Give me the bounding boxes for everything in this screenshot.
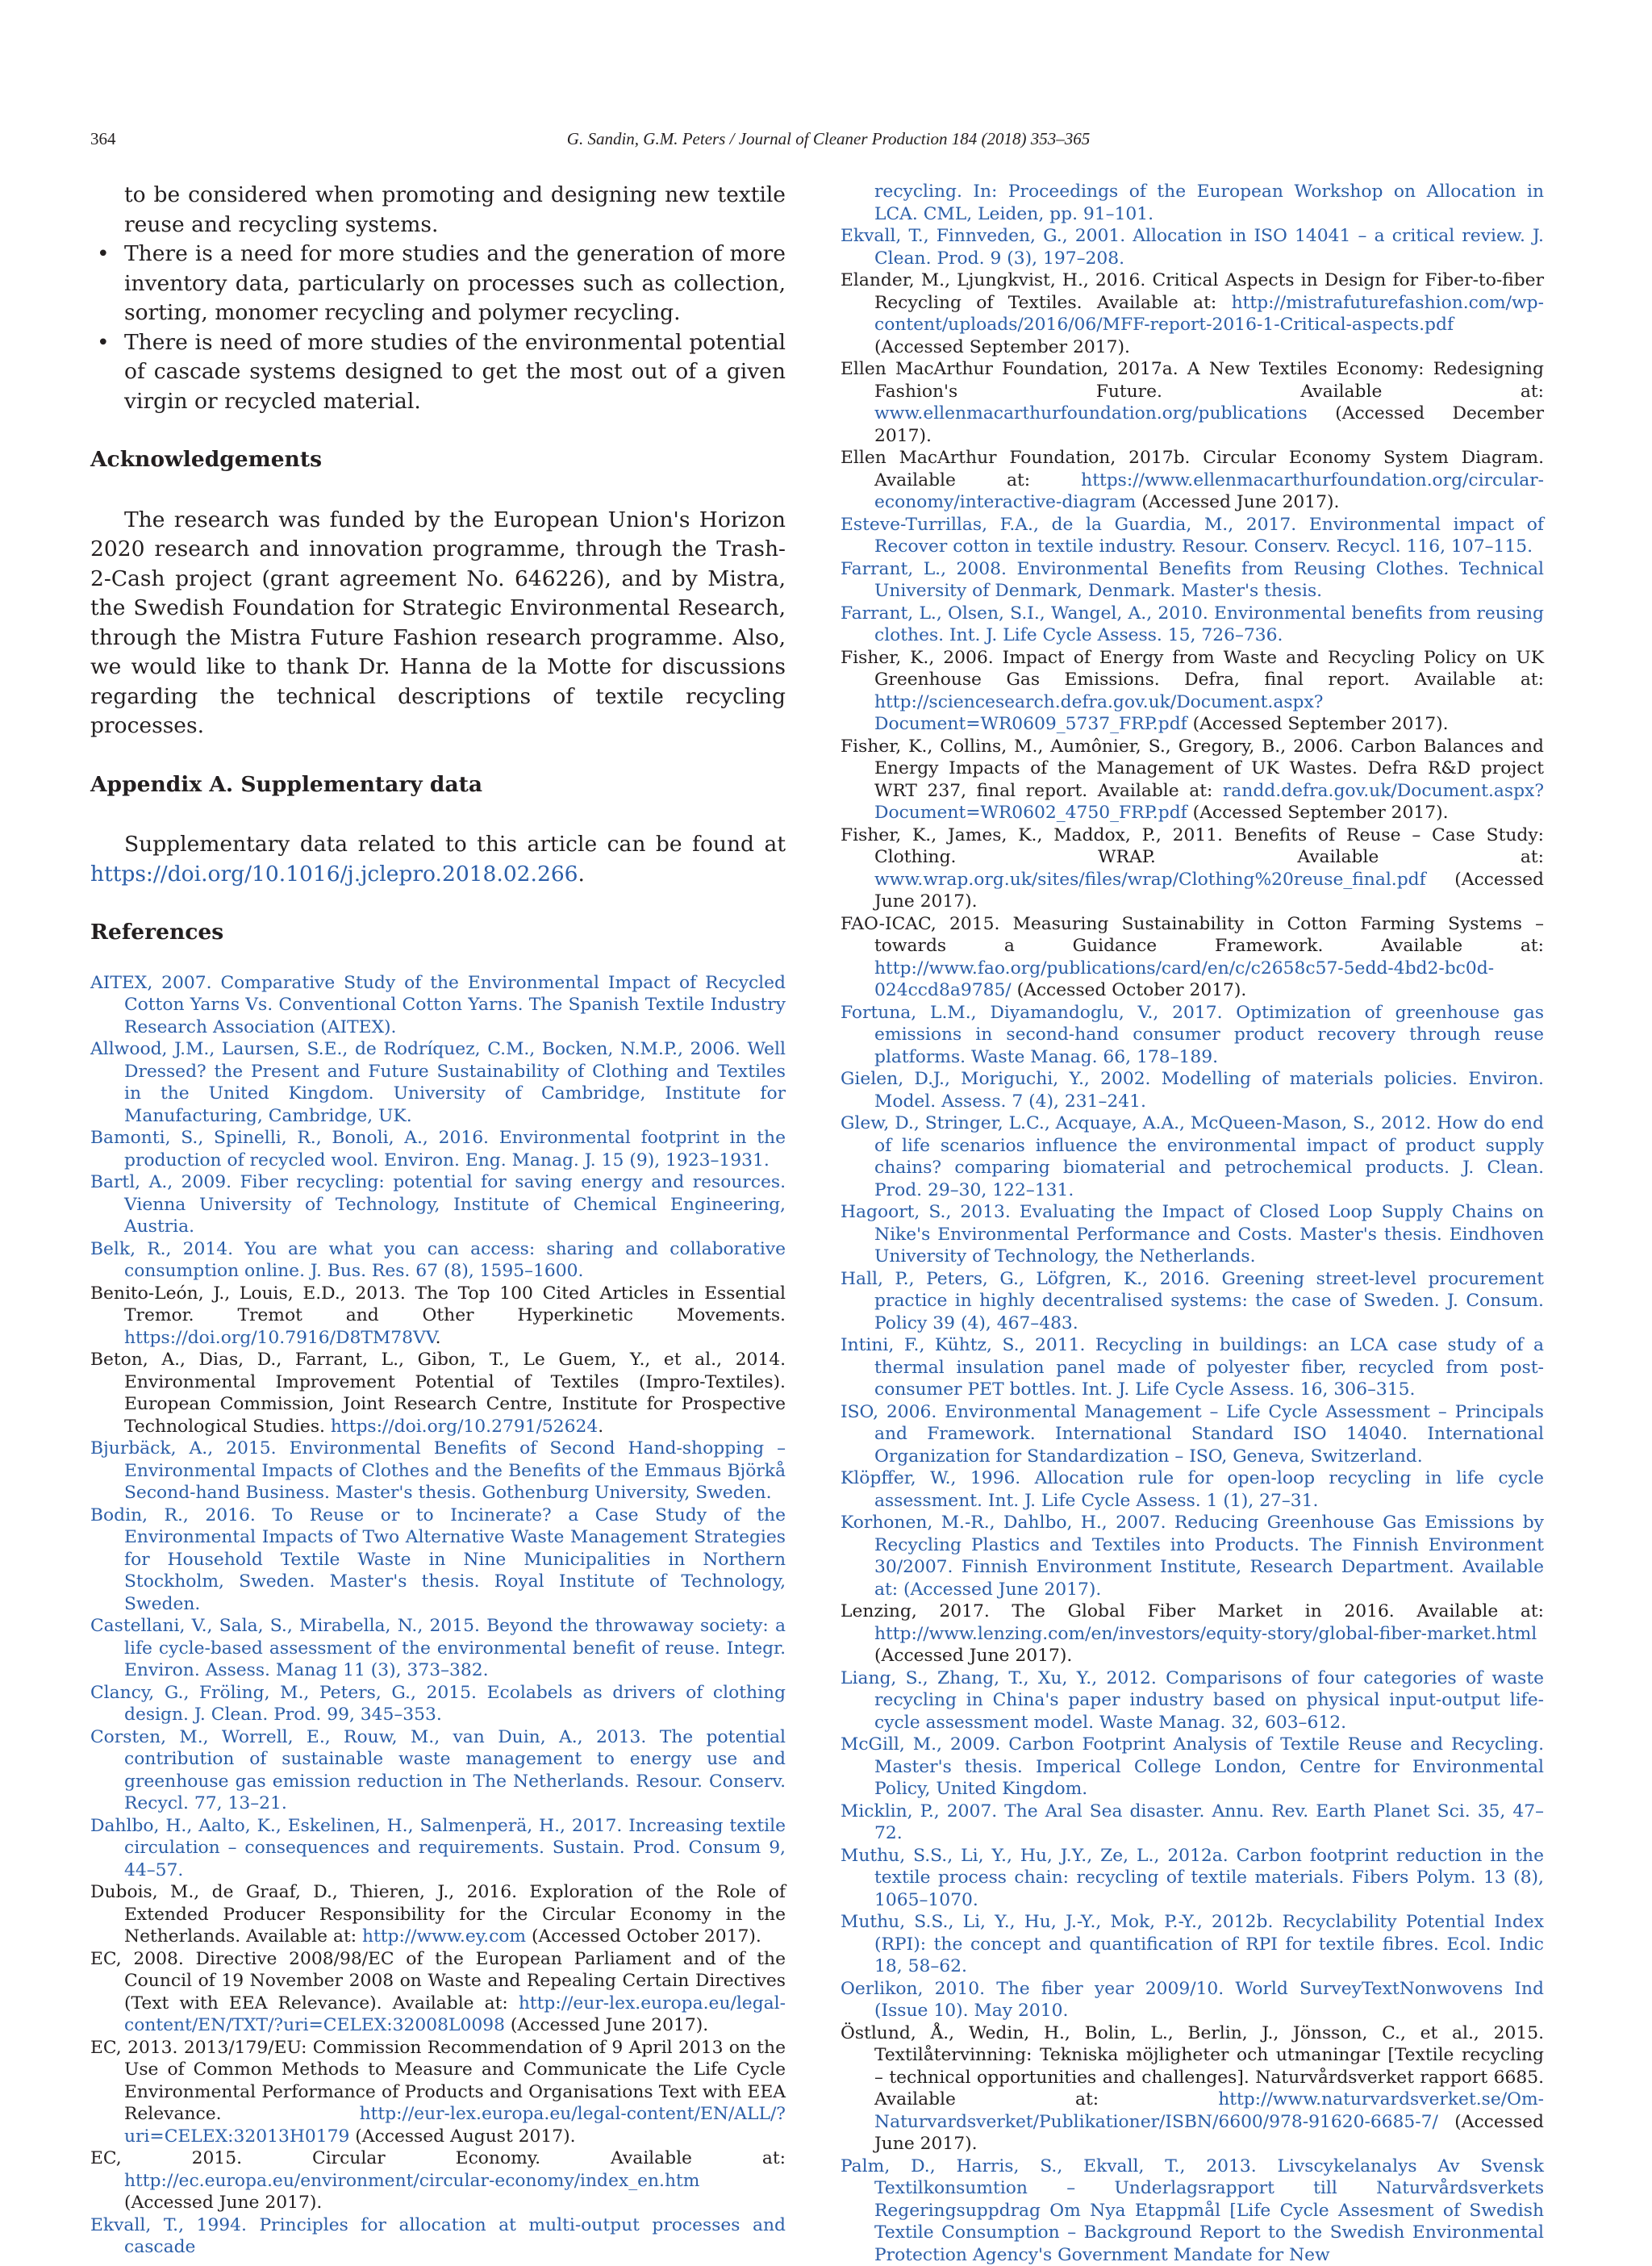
reference-text[interactable]: Bodin, R., 2016. To Reuse or to Incinerate? a Case Study of the Environmental Impacts of Two Alternative Waste Management Strategies for Household Textile Waste in Nine Municipalities in Northern Stockholm, Sweden. Master's thesis. Royal Institute of Technology, Sweden. — [90, 1505, 786, 1614]
reference-text[interactable]: Bjurbäck, A., 2015. Environmental Benefits of Second Hand-shopping – Environmental Impacts of Clothes and the Benefits of the Emmaus Björkå Second-hand Business. Master's thesis. Gothenburg University, Sweden. — [90, 1438, 786, 1503]
reference-text: Östlund, Å., Wedin, H., Bolin, L., Berlin, J., Jönsson, C., et al., 2015. Textilåtervinning: Tekniska möjligheter och utmaningar [Textile recycling – technical opportunities and challenges]. Naturvårdsverket rapport 6685. Available at: — [841, 2023, 1544, 2110]
reference-tail: (Accessed August 2017). — [349, 2126, 575, 2147]
reference-text[interactable]: Allwood, J.M., Laursen, S.E., de Rodríquez, C.M., Bocken, N.M.P., 2006. Well Dressed? the Present and Future Sustainability of Clothing and Textiles in the United Kingdom. University of Cambridge, Institute for Manufacturing, Cambridge, UK. — [90, 1039, 786, 1126]
references-list-left — [90, 972, 786, 2259]
bullet-continuation: to be considered when promoting and designing new textile reuse and recycling systems. — [90, 181, 786, 240]
reference-url-link[interactable]: www.ellenmacarthurfoundation.org/publications — [874, 403, 1308, 424]
reference-tail: (Accessed September 2017). — [1187, 803, 1449, 823]
reference-text[interactable]: Liang, S., Zhang, T., Xu, Y., 2012. Comparisons of four categories of waste recycling in China's paper industry based on physical input-output life-cycle assessment model. Waste Manag. 32, 603–612. — [841, 1668, 1544, 1733]
reference-item[interactable] — [841, 514, 1544, 558]
reference-text: Benito-León, J., Louis, E.D., 2013. The Top 100 Cited Articles in Essential Tremor. Tremot and Other Hyperkinetic Movements. — [90, 1283, 786, 1326]
reference-text[interactable]: Oerlikon, 2010. The fiber year 2009/10. World SurveyTextNonwovens Ind (Issue 10). May 2010. — [841, 1979, 1544, 2022]
reference-tail: (Accessed June 2017). — [874, 870, 1544, 912]
reference-tail: (Accessed June 2017). — [874, 1646, 1072, 1666]
page-number: 364 — [90, 129, 116, 149]
reference-text[interactable]: Castellani, V., Sala, S., Mirabella, N., 2015. Beyond the throwaway society: a life cycle-based assessment of the environmental benefit of reuse. Integr. Environ. Assess. Manag 11 (3), 373–382. — [90, 1616, 786, 1680]
reference-item[interactable] — [841, 1401, 1544, 1468]
reference-item[interactable] — [90, 1127, 786, 1171]
reference-item — [90, 1349, 786, 1438]
reference-item — [90, 2147, 786, 2214]
reference-url-link[interactable]: https://doi.org/10.7916/D8TM78VV — [124, 1328, 436, 1348]
supplementary-doi-link[interactable]: https://doi.org/10.1016/j.jclepro.2018.02.266 — [90, 862, 578, 887]
bullet-text: There is a need for more studies and the generation of more inventory data, particularly on processes such as collection, sorting, monomer recycling and polymer recycling. — [124, 241, 786, 325]
left-column — [90, 181, 786, 2259]
reference-text[interactable]: Palm, D., Harris, S., Ekvall, T., 2013. Livscykelanalys Av Svensk Textilkonsumtion – Underlagsrapport till Naturvårdsverkets Regeringsuppdrag Om Nya Etappmål [Life Cycle Assesment of Swedish Textile Consumption – Background Report to the Swedish Environmental Protection Agency's Government Mandate for New — [841, 2156, 1544, 2265]
reference-text: Dubois, M., de Graaf, D., Thieren, J., 2016. Exploration of the Role of Extended Producer Responsibility for the Circular Economy in the Netherlands. Available at: — [90, 1882, 786, 1947]
reference-tail: (Accessed September 2017). — [874, 337, 1130, 357]
reference-text[interactable]: Esteve-Turrillas, F.A., de la Guardia, M., 2017. Environmental impact of Recover cotton in textile industry. Resour. Conserv. Recycl. 116, 107–115. — [841, 515, 1544, 557]
reference-item[interactable] — [841, 1911, 1544, 1978]
reference-item[interactable] — [90, 2214, 786, 2259]
reference-text: Fisher, K., Collins, M., Aumônier, S., Gregory, B., 2006. Carbon Balances and Energy Impacts of the Management of UK Wastes. Defra R&D project WRT 237, final report. Available at: — [841, 737, 1544, 801]
reference-item[interactable] — [841, 558, 1544, 603]
reference-text[interactable]: Hall, P., Peters, G., Löfgren, K., 2016. Greening street-level procurement practice in highly decentralised systems: the case of Sweden. J. Consum. Policy 39 (4), 467–483. — [841, 1269, 1544, 1333]
reference-url-link[interactable]: http://ec.europa.eu/environment/circular-economy/index_en.htm — [124, 2171, 699, 2191]
reference-item[interactable] — [841, 1334, 1544, 1401]
reference-text[interactable]: Belk, R., 2014. You are what you can access: sharing and collaborative consumption online. J. Bus. Res. 67 (8), 1595–1600. — [90, 1239, 786, 1282]
reference-item[interactable] — [841, 1201, 1544, 1268]
reference-item — [90, 1283, 786, 1350]
bullet-text: There is need of more studies of the environmental potential of cascade systems designed to get the most out of a given virgin or recycled material. — [124, 330, 786, 414]
reference-text: Beton, A., Dias, D., Farrant, L., Gibon, T., Le Guem, Y., et al., 2014. Environmental Improvement Potential of Textiles (Impro-Textiles). European Commission, Joint Research Centre, Institute for Prospective Technological Studies. — [90, 1350, 786, 1437]
reference-item[interactable] — [90, 1238, 786, 1283]
reference-tail: (Accessed October 2017). — [1012, 980, 1247, 1000]
reference-text: EC, 2008. Directive 2008/98/EC of the European Parliament and of the Council of 19 November 2008 on Waste and Repealing Certain Directives (Text with EEA Relevance). Available at: — [90, 1949, 786, 2014]
reference-item — [841, 1600, 1544, 1667]
reference-url-link[interactable]: https://www.ellenmacarthurfoundation.org/circular-economy/interactive-diagram — [874, 470, 1544, 513]
reference-text[interactable]: Muthu, S.S., Li, Y., Hu, J.Y., Ze, L., 2012a. Carbon footprint reduction in the textile process chain: recycling of textile materials. Fibers Polym. 13 (8), 1065–1070. — [841, 1846, 1544, 1910]
references-list-right — [841, 181, 1544, 2266]
reference-text[interactable]: McGill, M., 2009. Carbon Footprint Analysis of Textile Reuse and Recycling. Master's thesis. Imperical College London, Centre for Environmental Policy, United Kingdom. — [841, 1734, 1544, 1799]
bullet-item — [90, 240, 786, 328]
references-heading: References — [90, 918, 786, 948]
reference-url-link[interactable]: http://www.fao.org/publications/card/en/c/c2658c57-5edd-4bd2-bc0d-024ccd8a9785/ — [874, 958, 1494, 1001]
reference-text[interactable]: Farrant, L., 2008. Environmental Benefits from Reusing Clothes. Technical University of Denmark, Denmark. Master's thesis. — [841, 559, 1544, 602]
reference-tail: (Accessed June 2017). — [505, 2015, 708, 2035]
right-column — [841, 181, 1544, 2266]
reference-item[interactable] — [90, 1038, 786, 1127]
reference-url-link[interactable]: http://eur-lex.europa.eu/legal-content/EN/ALL/?uri=CELEX:32013H0179 — [124, 2104, 786, 2147]
reference-item[interactable] — [841, 1112, 1544, 1201]
reference-text[interactable]: Ekvall, T., Finnveden, G., 2001. Allocation in ISO 14041 – a critical review. J. Clean. Prod. 9 (3), 197–208. — [841, 226, 1544, 269]
reference-text: Ellen MacArthur Foundation, 2017a. A New Textiles Economy: Redesigning Fashion's Future. Available at: — [841, 359, 1544, 402]
bullet-icon: • — [97, 328, 110, 358]
reference-text[interactable]: Farrant, L., Olsen, S.I., Wangel, A., 2010. Environmental benefits from reusing clothes. Int. J. Life Cycle Assess. 15, 726–736. — [841, 603, 1544, 646]
reference-text[interactable]: Intini, F., Kühtz, S., 2011. Recycling in buildings: an LCA case study of a thermal insulation panel made of polyester fiber, recycled from post-consumer PET bottles. Int. J. Life Cycle Assess. 16, 306–315. — [841, 1335, 1544, 1400]
reference-item[interactable] — [841, 1002, 1544, 1069]
reference-text[interactable]: Bamonti, S., Spinelli, R., Bonoli, A., 2016. Environmental footprint in the production of recycled wool. Environ. Eng. Manag. J. 15 (9), 1923–1931. — [90, 1128, 786, 1171]
reference-tail: (Accessed December 2017). — [874, 403, 1544, 446]
reference-text: Fisher, K., James, K., Maddox, P., 2011. Benefits of Reuse – Case Study: Clothing. WRAP. Available at: — [841, 825, 1544, 868]
reference-text[interactable]: Ekvall, T., 1994. Principles for allocation at multi-output processes and cascade — [90, 2215, 786, 2258]
reference-item[interactable] — [841, 1068, 1544, 1112]
reference-text[interactable]: Dahlbo, H., Aalto, K., Eskelinen, H., Salmenperä, H., 2017. Increasing textile circulation – consequences and requirements. Sustain. Prod. Consum 9, 44–57. — [90, 1816, 786, 1880]
reference-item — [90, 1948, 786, 2037]
reference-text: Ellen MacArthur Foundation, 2017b. Circular Economy System Diagram. Available at: — [841, 448, 1544, 490]
reference-text[interactable]: Klöpffer, W., 1996. Allocation rule for open-loop recycling in life cycle assessment. Int. J. Life Cycle Assess. 1 (1), 27–31. — [841, 1468, 1544, 1511]
reference-url-link[interactable]: www.wrap.org.uk/sites/files/wrap/Clothing%20reuse_final.pdf — [874, 870, 1426, 890]
reference-url-link[interactable]: https://doi.org/10.2791/52624 — [331, 1417, 598, 1437]
reference-item[interactable] — [90, 1171, 786, 1238]
reference-item[interactable] — [90, 1726, 786, 1815]
reference-tail: . — [598, 1417, 603, 1437]
reference-url-link[interactable]: http://www.naturvardsverket.se/Om-Naturvardsverket/Publikationer/ISBN/6600/978-91620-6685-7/ — [874, 2089, 1544, 2132]
reference-tail: (Accessed June 2017). — [124, 2193, 322, 2213]
reference-text[interactable]: AITEX, 2007. Comparative Study of the Environmental Impact of Recycled Cotton Yarns Vs. Conventional Cotton Yarns. The Spanish Textile Industry Research Association (AITEX). — [90, 973, 786, 1037]
appendix-text — [90, 830, 786, 889]
reference-text[interactable]: Micklin, P., 2007. The Aral Sea disaster. Annu. Rev. Earth Planet Sci. 35, 47–72. — [841, 1801, 1544, 1844]
reference-item[interactable] — [90, 1815, 786, 1882]
bullet-icon: • — [97, 240, 110, 269]
reference-url-link[interactable]: http://www.ey.com — [362, 1926, 526, 1947]
reference-item[interactable] — [841, 2155, 1544, 2266]
reference-item[interactable] — [841, 1978, 1544, 2022]
reference-text[interactable]: Muthu, S.S., Li, Y., Hu, J.-Y., Mok, P.-Y., 2012b. Recyclability Potential Index (RPI): the concept and quantification of RPI for textile fibres. Ecol. Indic 18, 58–62. — [841, 1912, 1544, 1976]
reference-tail: . — [436, 1328, 441, 1348]
reference-text: Fisher, K., 2006. Impact of Energy from Waste and Recycling Policy on UK Greenhouse Gas Emissions. Defra, final report. Available at: — [841, 648, 1544, 691]
reference-item[interactable] — [90, 1615, 786, 1682]
reference-item[interactable] — [90, 1504, 786, 1616]
reference-text[interactable]: Corsten, M., Worrell, E., Rouw, M., van Duin, A., 2013. The potential contribution of sustainable waste management to energy use and greenhouse gas emission reduction in The Netherlands. Resour. Conserv. Recycl. 77, 13–21. — [90, 1727, 786, 1814]
reference-url-link[interactable]: randd.defra.gov.uk/Document.aspx?Document=WR0602_4750_FRP.pdf — [874, 781, 1544, 824]
reference-item — [841, 269, 1544, 358]
reference-item[interactable] — [841, 1467, 1544, 1512]
reference-item — [841, 647, 1544, 736]
appendix-period: . — [578, 862, 585, 887]
reference-item[interactable] — [841, 1667, 1544, 1734]
reference-item[interactable] — [841, 1268, 1544, 1335]
reference-text[interactable]: Hagoort, S., 2013. Evaluating the Impact of Closed Loop Supply Chains on Nike's Environmental Performance and Costs. Master's thesis. Eindhoven University of Technology, the Netherlands. — [841, 1202, 1544, 1267]
bullet-item — [90, 328, 786, 417]
reference-tail: (Accessed September 2017). — [1187, 714, 1449, 734]
reference-tail: (Accessed June 2017). — [874, 2112, 1544, 2155]
page-header — [90, 129, 1566, 161]
reference-item — [841, 447, 1544, 514]
reference-text: Lenzing, 2017. The Global Fiber Market in 2016. Available at: — [841, 1601, 1544, 1621]
reference-text: Elander, M., Ljungkvist, H., 2016. Critical Aspects in Design for Fiber-to-fiber Recycling of Textiles. Available at: — [841, 270, 1544, 313]
reference-text[interactable]: ISO, 2006. Environmental Management – Life Cycle Assessment – Principals and Framework. International Standard ISO 14040. International Organization for Standardization – ISO, Geneva, Switzerland. — [841, 1402, 1544, 1467]
reference-item — [841, 824, 1544, 913]
reference-url-link[interactable]: http://www.lenzing.com/en/investors/equity-story/global-fiber-market.html — [874, 1624, 1537, 1644]
reference-text[interactable]: recycling. In: Proceedings of the European Workshop on Allocation in LCA. CML, Leiden, pp. 91–101. — [874, 182, 1544, 224]
reference-url-link[interactable]: http://sciencesearch.defra.gov.uk/Document.aspx?Document=WR0609_5737_FRP.pdf — [874, 692, 1323, 735]
running-head: G. Sandin, G.M. Peters / Journal of Cleaner Production 184 (2018) 353–365 — [90, 129, 1566, 149]
reference-item[interactable] — [841, 603, 1544, 647]
acknowledgements-heading: Acknowledgements — [90, 445, 786, 475]
reference-text: EC, 2013. 2013/179/EU: Commission Recommendation of 9 April 2013 on the Use of Common Methods to Measure and Communicate the Life Cycle Environmental Performance of Products and Organisations Text with EEA Relevance. — [90, 2038, 786, 2125]
reference-item[interactable] — [90, 1682, 786, 1726]
reference-item[interactable] — [841, 225, 1544, 269]
reference-item — [841, 736, 1544, 824]
reference-text[interactable]: Bartl, A., 2009. Fiber recycling: potential for saving energy and resources. Vienna University of Technology, Institute of Chemical Engineering, Austria. — [90, 1172, 786, 1237]
reference-text[interactable]: Fortuna, L.M., Diyamandoglu, V., 2017. Optimization of greenhouse gas emissions in second-hand consumer product recovery through reuse platforms. Waste Manag. 66, 178–189. — [841, 1003, 1544, 1067]
reference-item[interactable] — [841, 1734, 1544, 1801]
reference-item — [841, 2022, 1544, 2155]
appendix-heading: Appendix A. Supplementary data — [90, 770, 786, 800]
reference-text[interactable]: Gielen, D.J., Moriguchi, Y., 2002. Modelling of materials policies. Environ. Model. Assess. 7 (4), 231–241. — [841, 1069, 1544, 1112]
reference-text[interactable]: Clancy, G., Fröling, M., Peters, G., 2015. Ecolabels as drivers of clothing design. J. Clean. Prod. 99, 345–353. — [90, 1683, 786, 1726]
bullet-list — [90, 240, 786, 416]
reference-text[interactable]: Korhonen, M.-R., Dahlbo, H., 2007. Reducing Greenhouse Gas Emissions by Recycling Plastics and Textiles into Products. The Finnish Environment 30/2007. Finnish Environment Institute, Research Department. Available at: (Accessed June 2017). — [841, 1513, 1544, 1600]
reference-item — [90, 2037, 786, 2148]
reference-text: EC, 2015. Circular Economy. Available at: — [90, 2148, 786, 2168]
reference-url-link[interactable]: http://mistrafuturefashion.com/wp-content/uploads/2016/06/MFF-report-2016-1-Critical-aspects.pdf — [874, 293, 1544, 336]
reference-item[interactable] — [841, 181, 1544, 225]
reference-item[interactable] — [90, 1438, 786, 1504]
reference-item[interactable] — [841, 1801, 1544, 1845]
reference-item[interactable] — [841, 1845, 1544, 1912]
reference-text[interactable]: Glew, D., Stringer, L.C., Acquaye, A.A., McQueen-Mason, S., 2012. How do end of life scenarios influence the environmental impact of product supply chains? comparing biomaterial and petrochemical products. J. Clean. Prod. 29–30, 122–131. — [841, 1113, 1544, 1200]
reference-url-link[interactable]: http://eur-lex.europa.eu/legal-content/EN/TXT/?uri=CELEX:32008L0098 — [124, 1993, 786, 2036]
reference-item — [841, 913, 1544, 1002]
reference-tail: (Accessed June 2017). — [1136, 492, 1339, 512]
reference-item — [90, 1881, 786, 1948]
reference-item[interactable] — [841, 1512, 1544, 1600]
reference-item[interactable] — [90, 972, 786, 1039]
reference-text: FAO-ICAC, 2015. Measuring Sustainability in Cotton Farming Systems – towards a Guidance Framework. Available at: — [841, 914, 1544, 957]
reference-tail: (Accessed October 2017). — [526, 1926, 761, 1947]
appendix-sentence: Supplementary data related to this article can be found at — [124, 832, 786, 857]
acknowledgements-text: The research was funded by the European Union's Horizon 2020 research and innovation programme, through the Trash-2-Cash project (grant agreement No. 646226), and by Mistra, the Swedish Foundation for Strategic Environmental Research, through the Mistra Future Fashion research programme. Also, we would like to thank Dr. Hanna de la Motte for discussions regarding the technical descriptions of textile recycling processes. — [90, 506, 786, 741]
reference-item — [841, 358, 1544, 447]
